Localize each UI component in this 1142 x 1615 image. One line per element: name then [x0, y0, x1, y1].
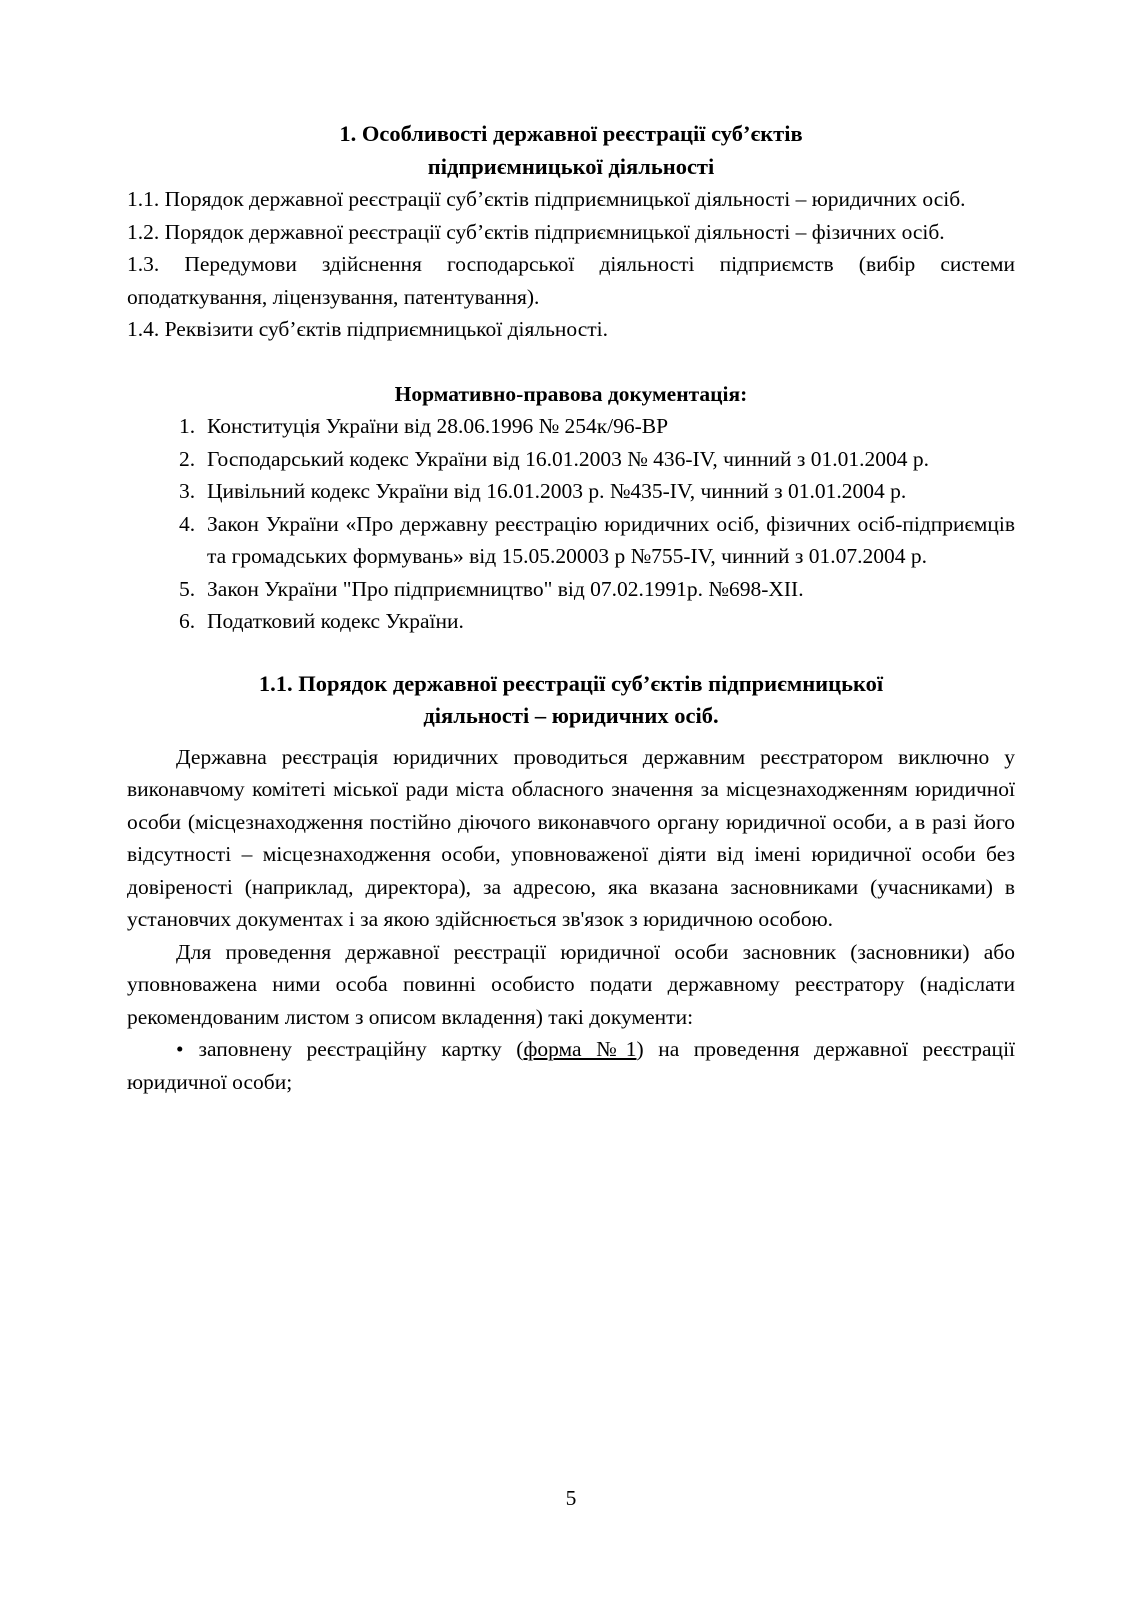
doc-item-number: 5.	[179, 576, 196, 601]
chapter-title-line-2: підприємницької діяльності	[427, 153, 715, 179]
doc-item-text: Закон України «Про державну реєстрацію юридичних осіб, фізичних осіб-підприємців та громадських формувань» від 15.05.20003 р №755-IV, чинний з 01.07.2004 р.	[207, 511, 1015, 568]
bullet-text-tail: ) на проведення державної реєстрації юридичної особи;	[127, 1037, 1016, 1094]
section-1-1-heading	[127, 668, 1015, 733]
page-number: 5	[565, 1486, 577, 1510]
doc-item-text: Податковий кодекс України.	[207, 609, 464, 633]
doc-item-number: 4.	[179, 511, 196, 536]
doc-item-number: 3.	[179, 479, 196, 503]
body-paragraph-1: Державна реєстрація юридичних проводиться державним реєстратором виключно у виконавчому комітеті міської ради міста обласного значення за місцезнаходженням юридичної особи (місцезнаходження постійно діючого виконавчого органу юридичної особи, а в разі його відсутності – місцезнаходження особи, уповноваженої діяти від імені юридичної особи без довіреності (наприклад, директора), за адресою, яка вказана засновниками (учасниками) в установчих документах і за якою здійснюється зв'язок з юридичною особою.	[127, 744, 1015, 931]
normative-doc-item-3	[179, 475, 1015, 508]
doc-item-number: 1.	[179, 414, 196, 438]
bullet-item	[127, 1033, 1015, 1098]
normative-doc-item-5	[179, 573, 1015, 606]
toc-item-1-3: 1.3. Передумови здійснення господарської діяльності підприємств (вибір системи оподаткування, ліцензування, патентування).	[127, 252, 1015, 309]
toc-item-1-4: 1.4. Реквізити суб’єктів підприємницької діяльності.	[127, 317, 608, 341]
doc-item-number: 2.	[179, 446, 196, 471]
chapter-title-line-1: 1. Особливості державної реєстрації суб’єктів	[339, 121, 803, 146]
toc-item-1-2: 1.2. Порядок державної реєстрації суб’єктів підприємницької діяльності – фізичних осіб.	[127, 219, 945, 244]
form-1-reference: форма №1	[523, 1037, 637, 1061]
section-heading-line-1: 1.1. Порядок державної реєстрації суб’єктів підприємницької	[258, 670, 884, 696]
bullet-icon: •	[176, 1037, 184, 1061]
normative-doc-item-6	[179, 605, 1015, 638]
normative-docs-list	[127, 410, 1015, 638]
doc-item-number: 6.	[179, 609, 196, 633]
normative-doc-item-4	[179, 508, 1015, 573]
section-heading-line-2: діяльності – юридичних осіб.	[423, 703, 719, 728]
toc-item-1-1: 1.1. Порядок державної реєстрації суб’єктів підприємницької діяльності – юридичних осіб.	[127, 187, 966, 211]
doc-item-text: Конституція України від 28.06.1996 № 254к/96-ВР	[207, 414, 669, 438]
chapter-title	[127, 118, 1015, 183]
doc-item-text: Господарський кодекс України від 16.01.2003 № 436-IV, чинний з 01.01.2004 р.	[207, 446, 930, 471]
body-paragraph-2: Для проведення державної реєстрації юридичної особи засновник (засновники) або уповноважена ними особа повинні особисто подати державному реєстратору (надіслати рекомендованим листом з описом вкладення) такі документи:	[127, 939, 1015, 1029]
doc-item-text: Цивільний кодекс України від 16.01.2003 р. №435-IV, чинний з 01.01.2004 р.	[207, 479, 907, 503]
normative-doc-item-2	[179, 443, 1015, 476]
bullet-text: заповнену реєстраційну картку (	[198, 1037, 524, 1061]
doc-item-text: Закон України "Про підприємництво" від 07.02.1991р. №698-XII.	[207, 576, 804, 601]
normative-doc-item-1	[179, 410, 1015, 443]
normative-docs-heading: Нормативно-правова документація:	[394, 381, 748, 406]
